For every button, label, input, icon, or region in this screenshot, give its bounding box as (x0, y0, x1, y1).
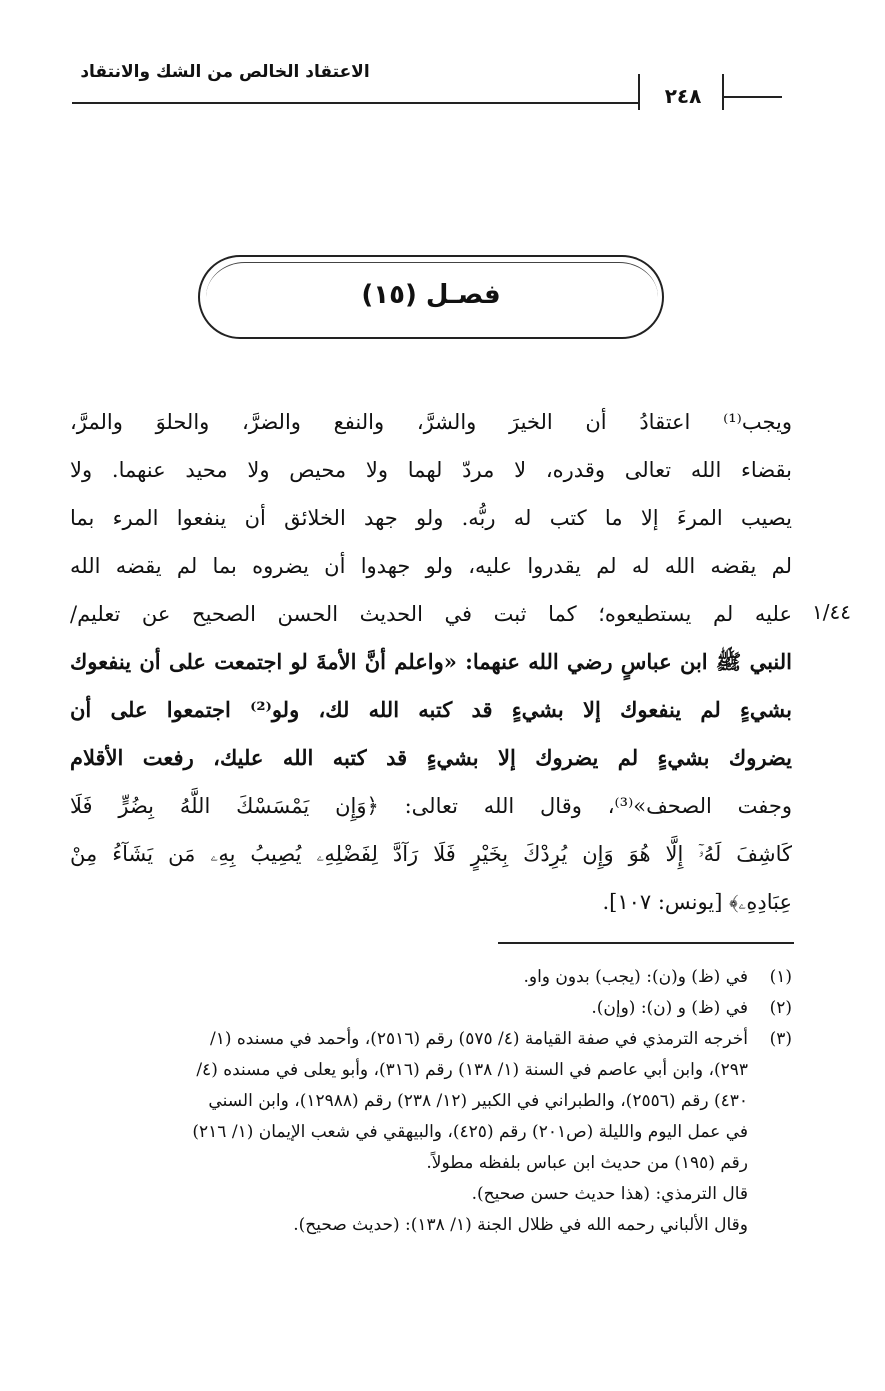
body-line: وجفت الصحف»⁽³⁾، وقال الله تعالى: ﴿وَإِن يَمْسَسْكَ اللَّهُ بِضُرٍّ فَلَا (70, 794, 792, 818)
header-separator-right (722, 74, 724, 110)
footnotes (70, 962, 792, 1241)
body-line: النبي ﷺ ابن عباسٍ رضي الله عنهما: «واعلم أنَّ الأمةَ لو اجتمعت على أن ينفعوك (70, 649, 792, 674)
footnote-text: أخرجه الترمذي في صفة القيامة (٤/ ٥٧٥) رقم (٢٥١٦)، وأحمد في مسنده (١/ (209, 1029, 748, 1049)
footnote-continuation-line: ٤٣٠) رقم (٢٥٥٦)، والطبراني في الكبير (١٢/ ٢٣٨) رقم (١٢٩٨٨)، وابن السني (208, 1091, 748, 1111)
page-number: ٢٤٨ (664, 84, 702, 108)
footnote-continuation-line: وقال الألباني رحمه الله في ظلال الجنة (١/ ١٣٨): (حديث صحيح). (293, 1215, 748, 1235)
running-header-title: الاعتقاد الخالص من الشك والانتقاد (80, 62, 370, 82)
header-rule-right (724, 96, 782, 98)
footnote (70, 1024, 792, 1055)
footnote-number: (٢) (769, 998, 792, 1018)
footnote-continuation-line: ٢٩٣)، وابن أبي عاصم في السنة (١/ ١٣٨) رقم (٣١٦)، وأبو يعلى في مسنده (٤/ (196, 1060, 748, 1080)
footnote (70, 993, 792, 1024)
header-separator (638, 74, 640, 110)
body-line: يصيب المرءَ إلا ما كتب له ربُّه. ولو جهد الخلائق أن ينفعوا المرء بما (70, 506, 792, 530)
footnote (70, 962, 792, 993)
body-line: لم يقضه الله له لم يقدروا عليه، ولو جهدوا أن يضروه بما لم يقضه الله (70, 554, 792, 578)
margin-reference: ١/٤٤ (812, 600, 851, 624)
chapter-title: فصـل (١٥) (361, 280, 501, 310)
footnote-rule (498, 942, 794, 944)
footnote-continuation-line: في عمل اليوم والليلة (ص٢٠١) رقم (٤٢٥)، والبيهقي في شعب الإيمان (١/ ٢١٦) (192, 1122, 748, 1142)
body-line: يضروك بشيءٍ لم يضروك إلا بشيءٍ قد كتبه الله عليك، رفعت الأقلام (70, 745, 792, 770)
header-rule (72, 102, 640, 104)
footnote-continuation-line: رقم (١٩٥) من حديث ابن عباس بلفظه مطولاً. (426, 1153, 748, 1173)
body-line: كَاشِفَ لَهُۥٓ إِلَّا هُوَ وَإِن يُرِدْكَ بِخَيْرٍ فَلَا رَآدَّ لِفَضْلِهِۦ يُصِيبُ بِهِۦ مَن يَشَآءُ مِنْ (70, 842, 792, 866)
body-paragraph (70, 398, 792, 926)
footnote-text: في (ظ) و(ن): (يجب) بدون واو. (523, 967, 748, 987)
body-line: عِبَادِهِۦ﴾ [يونس: ١٠٧]. (602, 890, 792, 914)
body-line: ويجب⁽¹⁾ اعتقادُ أن الخيرَ والشرَّ، والنفع والضرَّ، والحلوَ والمرَّ، (70, 410, 792, 434)
body-line: بقضاء الله تعالى وقدره، لا مردّ لهما ولا محيص ولا محيد عنهما. ولا (70, 458, 792, 482)
body-line: بشيءٍ لم ينفعوك إلا بشيءٍ قد كتبه الله لك، ولو⁽²⁾ اجتمعوا على أن (70, 697, 792, 722)
footnote-continuation-line: قال الترمذي: (هذا حديث حسن صحيح). (471, 1184, 748, 1204)
footnote-number: (١) (769, 967, 792, 987)
footnote-number: (٣) (769, 1029, 792, 1049)
body-line: عليه لم يستطيعوه؛ كما ثبت في الحديث الحسن الصحيح عن تعليم/ (70, 602, 792, 626)
footnote-text: في (ظ) و (ن): (وإن). (591, 998, 748, 1018)
